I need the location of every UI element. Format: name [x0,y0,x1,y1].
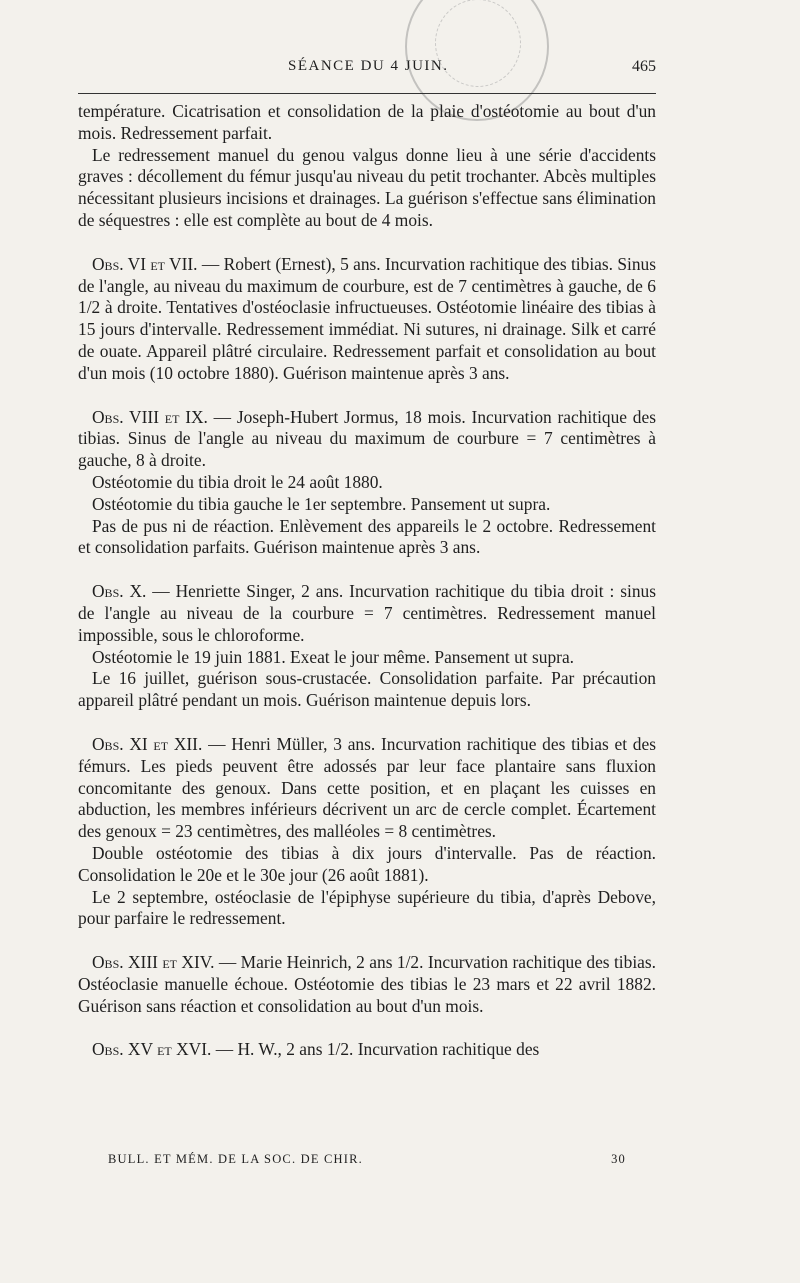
paragraph: Le 2 septembre, ostéoclasie de l'épiphyse supérieure du tibia, d'après Debove, pour parfaire le redressement. [78,886,656,929]
observation-paragraph: Obs. X. — Henriette Singer, 2 ans. Incurvation rachitique du tibia droit : sinus de l'angle au niveau de la courbure = 7 centimètres. Redressement manuel impossible, sous le chloroforme. [78,581,657,645]
paragraph: Pas de pus ni de réaction. Enlèvement des appareils le 2 octobre. Redressement et consolidation parfaits. Guérison maintenue après 3 ans. [78,515,656,558]
observation-paragraph: Obs. VI et VII. — Robert (Ernest), 5 ans. Incurvation rachitique des tibias. Sinus de l'angle, au niveau du maximum de courbure, est de 7 centimètres à gauche, de 6 1/2 à droite. Tentatives d'ostéoclasie infructueuses. Ostéotomie linéaire des tibias à 15 jours d'intervalle. Redressement immédiat. Ni sutures, ni drainage. Silk et carré de ouate. Appareil plâtré circulaire. Redressement parfait et consolidation au bout d'un mois (10 octobre 1880). Guérison maintenue après 3 ans. [78,253,657,383]
paragraph: Le 16 juillet, guérison sous-crustacée. Consolidation parfaite. Par précaution appareil plâtré pendant un mois. Guérison maintenue depuis lors. [78,668,656,711]
page-number: 465 [632,58,656,75]
footer [108,1152,626,1172]
observation-label: Obs. XV et XVI. [92,1039,212,1060]
paragraph: Ostéotomie le 19 juin 1881. Exeat le jour même. Pansement ut supra. [92,646,575,667]
paragraph: Ostéotomie du tibia gauche le 1er septembre. Pansement ut supra. [92,493,551,514]
observation-paragraph: Obs. XV et XVI. — H. W., 2 ans 1/2. Incurvation rachitique des [92,1039,540,1060]
signature-mark: 30 [611,1152,626,1166]
running-head [78,58,656,80]
running-title: SÉANCE DU 4 JUIN. [288,58,449,74]
journal-title: BULL. ET MÉM. DE LA SOC. DE CHIR. [108,1152,363,1166]
paragraph: Double ostéotomie des tibias à dix jours d'intervalle. Pas de réaction. Consolidation le 20e et le 30e jour (26 août 1881). [78,842,656,885]
body-text [78,101,656,1061]
observation-label: Obs. VI et VII. [92,253,198,274]
observation-paragraph: Obs. VIII et IX. — Joseph-Hubert Jormus, 18 mois. Incurvation rachitique des tibias. Sinus de l'angle au niveau du maximum de courbure = 7 centimètres à gauche, 8 à droite. [78,406,656,471]
observation-label: Obs. XI et XII. [92,733,203,754]
paragraph: Ostéotomie du tibia droit le 24 août 1880. [92,471,383,492]
observation-paragraph: Obs. XI et XII. — Henri Müller, 3 ans. Incurvation rachitique des tibias et des fémurs. Les pieds peuvent être adossés par leur face plantaire sans fluxion concomitante des genoux. Dans cette position, et en plaçant les cuisses en abduction, les membres inférieurs décrivent un arc de cercle complet. Écartement des genoux = 23 centimètres, des malléoles = 8 centimètres. [78,733,656,842]
observation-label: Obs. VIII et IX. [92,406,208,427]
observation-label: Obs. X. [92,581,147,602]
observation-paragraph: Obs. XIII et XIV. — Marie Heinrich, 2 ans 1/2. Incurvation rachitique des tibias. Ostéoclasie manuelle échoue. Ostéotomie des tibias le 23 mars et 22 avril 1882. Guérison sans réaction et consolidation au bout d'un mois. [78,952,656,1016]
observation-label: Obs. XIII et XIV. [92,952,215,973]
paragraph: Le redressement manuel du genou valgus donne lieu à une série d'accidents graves : décollement du fémur jusqu'au niveau du petit trochanter. Abcès multiples nécessitant plusieurs incisions et drainages. La guérison s'effectue sans élimination de séquestres : elle est complète au bout de 4 mois. [78,144,656,230]
paragraph: température. Cicatrisation et consolidation de la plaie d'ostéotomie au bout d'un mois. Redressement parfait. [78,101,656,143]
header-rule [78,93,656,94]
